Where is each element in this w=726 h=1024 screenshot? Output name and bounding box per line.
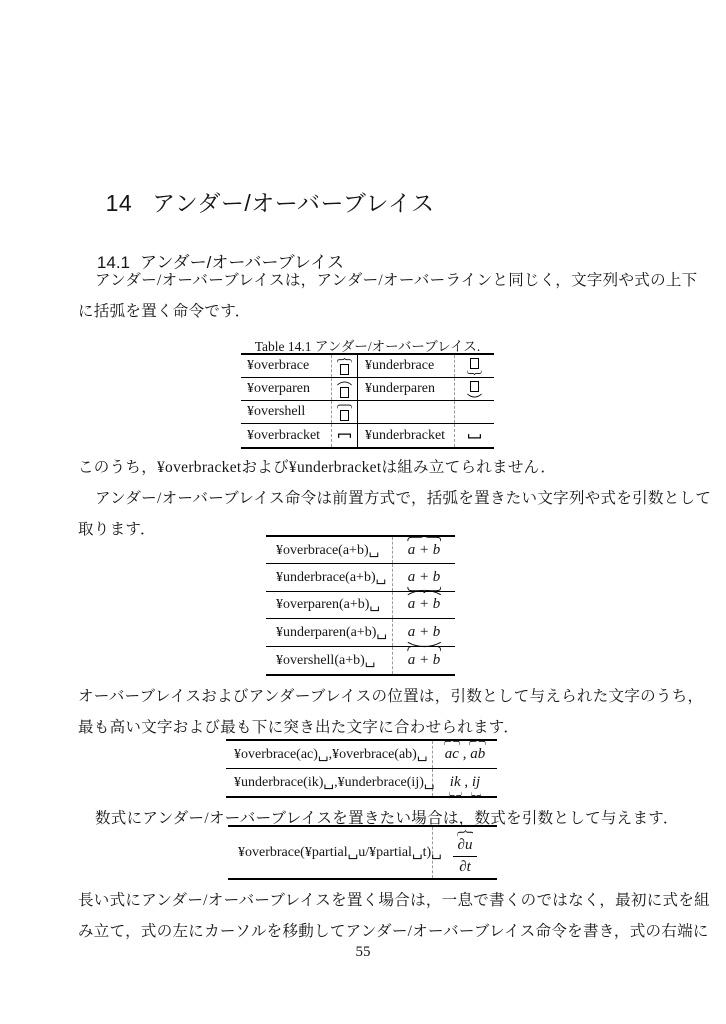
- symbol-cell: [332, 355, 358, 377]
- fraction: [453, 830, 477, 875]
- separator-text: ,: [458, 745, 471, 762]
- paragraph-line: オーバーブレイスおよびアンダーブレイスの位置は，引数として与えられた文字のうち，: [78, 688, 704, 705]
- command-cell: [358, 401, 455, 423]
- fraction-bar: [453, 856, 477, 857]
- underbrace-expression: [450, 775, 461, 790]
- table-row: [226, 769, 497, 797]
- fraction-denominator: [459, 860, 471, 875]
- overbrace-expression: [445, 747, 459, 762]
- overbrace-box-icon: [337, 358, 352, 375]
- command-cell: ¥overbracket: [241, 424, 332, 447]
- paragraph-line: 最も高い文字および最も下に突き出た文字に合わせられます．: [78, 719, 520, 736]
- expression-text: ab: [470, 745, 486, 762]
- overbrace-expression: [408, 543, 441, 558]
- empty-symbol-cell: [455, 401, 494, 423]
- paragraph-line: 数式にアンダー/オーバーブレイスを置きたい場合は，数式を引数として与えます．: [95, 810, 679, 827]
- overbrace-expression: [470, 747, 485, 762]
- underbrace-icon: [471, 791, 481, 798]
- separator-text: ,: [460, 773, 472, 790]
- underbrace-expression: [472, 775, 480, 790]
- expression-text: a + b: [407, 651, 441, 668]
- table-row: [228, 827, 497, 878]
- expression-text: a + b: [407, 623, 441, 640]
- expression-text: ij: [471, 773, 481, 790]
- command-cell: ¥overbrace(ac)␣,¥overbrace(ab)␣: [226, 741, 433, 768]
- expression-text: ∂u: [457, 837, 473, 853]
- command-cell: ¥overbrace: [241, 355, 332, 377]
- table-row: [226, 741, 497, 769]
- paragraph-line: アンダー/オーバーブレイスは，アンダー/オーバーラインと同じく，文字列や式の上下: [95, 272, 698, 289]
- result-cell: [433, 830, 497, 875]
- underparen-expression: [408, 625, 441, 640]
- command-cell: ¥underparen: [358, 378, 455, 400]
- table-row: [241, 355, 494, 378]
- table-row: [266, 564, 455, 591]
- symbol-cell: [332, 401, 358, 423]
- table-row: [241, 378, 494, 401]
- example-table-aplusb: [266, 535, 455, 676]
- table-row: [266, 537, 455, 564]
- overbrace-icon: [469, 739, 486, 746]
- paragraph-line: み立て，式の左にカーソルを移動してアンダー/オーバーブレイス命令を書き，式の右端に: [78, 923, 709, 940]
- expression-text: ∂t: [459, 859, 471, 875]
- command-reference-table: [241, 353, 494, 449]
- overshell-expression: [408, 653, 441, 668]
- command-cell: ¥underparen(a+b)␣: [266, 619, 393, 645]
- formula-example-table: [228, 825, 497, 880]
- underbrace-box-icon: [467, 358, 482, 375]
- command-cell: ¥underbrace(a+b)␣: [266, 564, 393, 590]
- result-cell: [393, 653, 455, 668]
- result-cell: [393, 570, 455, 585]
- table-row: [241, 424, 494, 447]
- result-cell: [393, 597, 455, 612]
- overbrace-icon: [457, 830, 474, 837]
- symbol-cell: [455, 424, 494, 447]
- underbrace-expression: [408, 570, 441, 585]
- overshell-icon: [407, 645, 442, 652]
- table-row: [266, 592, 455, 619]
- table-row: [266, 619, 455, 646]
- overparen-box-icon: [337, 381, 352, 398]
- paragraph-line: このうち，¥overbracketおよび¥underbracketは組み立てられません．: [78, 459, 557, 476]
- underparen-box-icon: [467, 381, 482, 398]
- result-cell: [393, 543, 455, 558]
- overparen-expression: [408, 597, 441, 612]
- command-cell: ¥overshell: [241, 401, 332, 423]
- section-number: 14: [105, 190, 133, 216]
- expression-text: a + b: [407, 569, 441, 586]
- paragraph-line: 長い式にアンダー/オーバーブレイスを置く場合は，一息で書くのではなく，最初に式を組: [78, 892, 710, 909]
- table-row: [266, 647, 455, 674]
- subsection-number: 14.1: [96, 253, 130, 272]
- command-cell: ¥overbrace(a+b)␣: [266, 537, 393, 563]
- underbrace-icon: [449, 791, 462, 798]
- table-row: [241, 401, 494, 424]
- command-cell: ¥underbrace(ik)␣,¥underbrace(ij)␣: [226, 769, 433, 797]
- expression-text: ik: [449, 773, 461, 790]
- result-cell: [433, 746, 497, 763]
- overbrace-icon: [444, 739, 460, 746]
- table-caption: Table 14.1 アンダー/オーバーブレイス.: [254, 339, 481, 354]
- subsection-title: アンダー/オーバーブレイス: [140, 253, 344, 272]
- paragraph-line: アンダー/オーバーブレイス命令は前置方式で，括弧を置きたい文字列や式を引数として: [95, 490, 712, 507]
- paragraph-line: 取ります．: [78, 521, 156, 538]
- result-cell: [433, 774, 497, 791]
- result-cell: [393, 625, 455, 640]
- expression-text: a + b: [407, 541, 441, 558]
- overbracket-icon: [338, 433, 351, 439]
- position-example-table: [226, 739, 497, 798]
- command-cell: ¥overparen: [241, 378, 332, 400]
- symbol-cell: [332, 378, 358, 400]
- overparen-icon: [407, 589, 442, 596]
- symbol-cell: [332, 424, 358, 447]
- command-cell: ¥overshell(a+b)␣: [266, 647, 393, 674]
- command-cell: ¥overparen(a+b)␣: [266, 592, 393, 618]
- page-number: 55: [355, 944, 371, 960]
- underbracket-icon: [468, 433, 481, 439]
- overbrace-icon: [407, 535, 442, 542]
- command-cell: ¥underbracket: [358, 424, 455, 447]
- command-cell: ¥underbrace: [358, 355, 455, 377]
- symbol-cell: [455, 355, 494, 377]
- expression-text: a + b: [407, 596, 441, 613]
- command-cell: ¥overbrace(¥partial␣u/¥partial␣t)␣: [228, 827, 433, 878]
- fraction-numerator: [458, 838, 473, 853]
- overshell-box-icon: [337, 404, 352, 421]
- section-title: アンダー/オーバーブレイス: [152, 190, 435, 216]
- paragraph-line: に括弧を置く命令です．: [78, 303, 251, 320]
- expression-text: ac: [444, 745, 459, 762]
- symbol-cell: [455, 378, 494, 400]
